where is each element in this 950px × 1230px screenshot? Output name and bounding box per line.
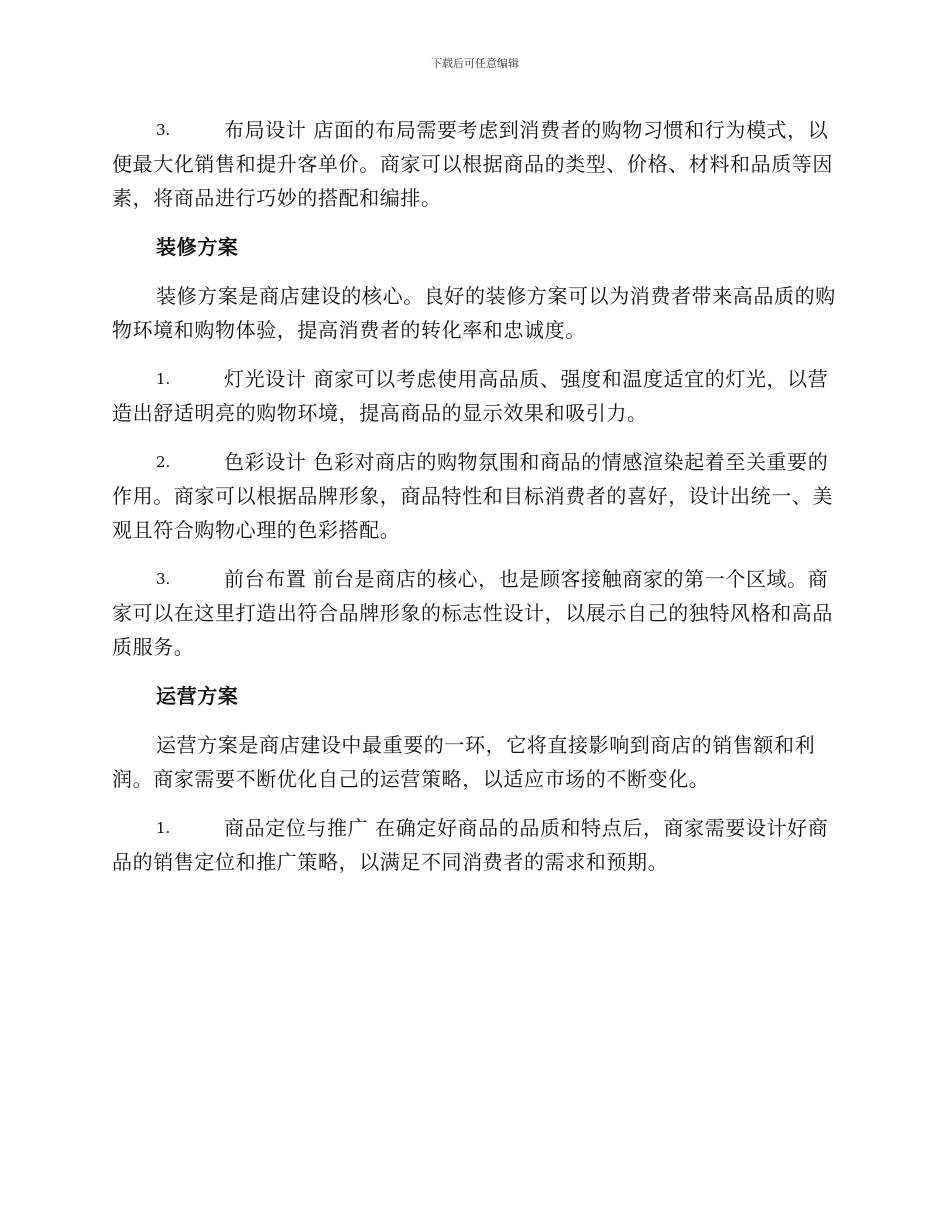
paragraph: 运营方案是商店建设中最重要的一环，它将直接影响到商店的销售额和利润。商家需要不断优化自己的运营策略，以适应市场的不断变化。 bbox=[112, 733, 816, 791]
list-item-text: 灯光设计 商家可以考虑使用高品质、强度和温度适宜的灯光，以营造出舒适明亮的购物环境，提高商品的显示效果和吸引力。 bbox=[112, 367, 829, 425]
list-item bbox=[112, 811, 842, 879]
section-heading: 装修方案 bbox=[156, 235, 239, 259]
list-number: 3. bbox=[156, 570, 171, 588]
section-heading: 运营方案 bbox=[156, 684, 239, 708]
list-number: 1. bbox=[156, 819, 171, 837]
list-item bbox=[112, 562, 842, 664]
list-number: 1. bbox=[156, 370, 171, 388]
paragraph: 装修方案是商店建设的核心。良好的装修方案可以为消费者带来高品质的购物环境和购物体验，提高消费者的转化率和忠诚度。 bbox=[112, 284, 836, 342]
document-body bbox=[112, 113, 842, 894]
list-item-text: 布局设计 店面的布局需要考虑到消费者的购物习惯和行为模式，以便最大化销售和提升客单价。商家可以根据商品的类型、价格、材料和品质等因素，将商品进行巧妙的搭配和编排。 bbox=[112, 118, 833, 210]
list-item-text: 商品定位与推广 在确定好商品的品质和特点后，商家需要设计好商品的销售定位和推广策略，以满足不同消费者的需求和预期。 bbox=[112, 816, 829, 874]
list-item bbox=[112, 113, 842, 215]
list-item bbox=[112, 362, 842, 430]
header-note: 下载后可任意编辑 bbox=[431, 57, 519, 70]
list-item bbox=[112, 445, 842, 547]
list-item-text: 色彩设计 色彩对商店的购物氛围和商品的情感渲染起着至关重要的作用。商家可以根据品牌形象，商品特性和目标消费者的喜好，设计出统一、美观且符合购物心理的色彩搭配。 bbox=[112, 450, 833, 542]
list-number: 2. bbox=[156, 453, 171, 471]
list-item-text: 前台布置 前台是商店的核心，也是顾客接触商家的第一个区域。商家可以在这里打造出符合品牌形象的标志性设计，以展示自己的独特风格和高品质服务。 bbox=[112, 567, 833, 659]
list-number: 3. bbox=[156, 121, 171, 139]
